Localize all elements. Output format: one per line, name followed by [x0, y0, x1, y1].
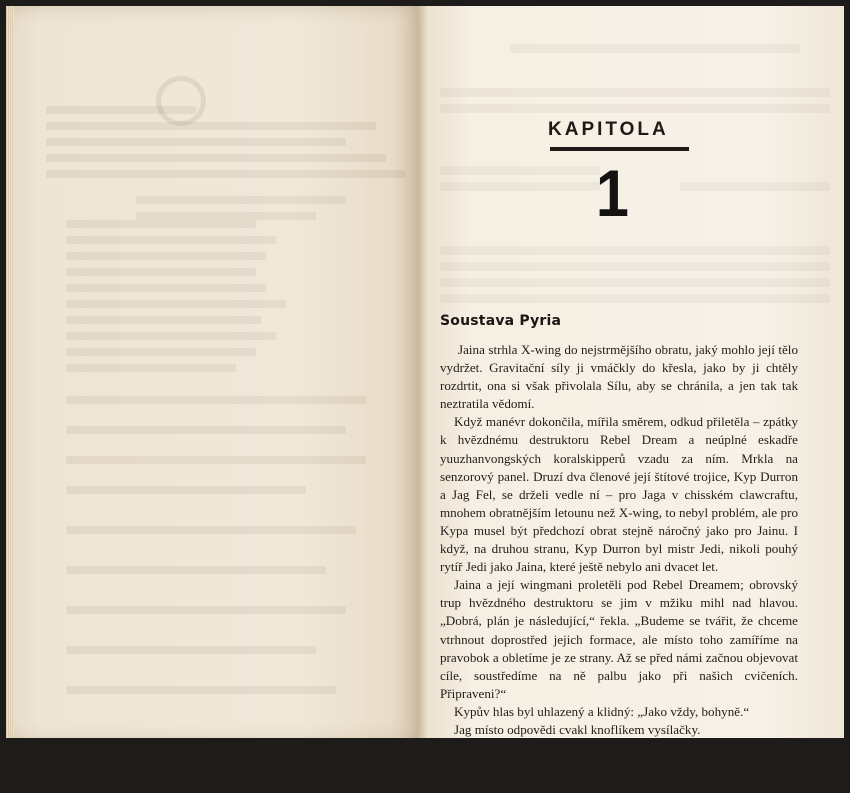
paragraph: Jaina strhla X-wing do nejstrmějšího obratu, jaký mohlo její tělo vydržet. Gravitační síly ji vmáčkly do křesla, jako by ji chtěly rozdrtit, ona si však přivolala Sílu, aby se chránila, a jen tak tak neztratila vědomí. — [440, 342, 798, 412]
bleed-through-line — [66, 332, 276, 340]
paragraph: Jaina a její wingmani proletěli pod Rebel Dreamem; obrovský trup hvězdného destruktoru se jim v mžiku mihl nad hlavou. „Dobrá, plán je následující,“ řekla. „Budeme se tvářit, že chceme vtrhnout doprostřed jejich formace, ale místo toho zamíříme na pravobok a obletíme je ze strany. Až se před námi začnou objevovat cíle, soustředíme na ně palbu jako při našich cvičeních. Připraveni?“ — [440, 577, 798, 701]
paragraph: Jag místo odpovědi cvakl knoflíkem vysílačky. — [454, 721, 701, 737]
chapter-number: 1 — [595, 156, 629, 230]
bleed-through-line — [66, 526, 356, 534]
bleed-through-line — [66, 686, 336, 694]
bleed-through-line — [440, 88, 830, 97]
bleed-through-line — [46, 106, 196, 114]
bleed-through-line — [66, 456, 366, 464]
bleed-through-line — [440, 166, 600, 175]
paragraph: Když se první koralskipper z přilétajícího hejna dostal na dostřel, začal proti nim chrlit proud drobných rudě žhnoucích teček. Každá — [440, 758, 798, 792]
bleed-through-logo — [156, 76, 206, 126]
bleed-through-line — [66, 268, 256, 276]
bleed-through-line — [66, 426, 346, 434]
bleed-through-line — [440, 278, 830, 287]
bleed-through-line — [440, 246, 830, 255]
bleed-through-line — [66, 284, 266, 292]
bleed-through-line — [136, 212, 316, 220]
bleed-through-line — [66, 606, 346, 614]
bleed-through-line — [46, 154, 386, 162]
bleed-through-line — [440, 294, 830, 303]
chapter-rule — [550, 147, 689, 151]
bleed-through-line — [680, 182, 830, 191]
bleed-through-line — [136, 196, 346, 204]
bleed-through-line — [66, 252, 266, 260]
bleed-through-line — [66, 646, 316, 654]
bleed-through-line — [66, 348, 256, 356]
paragraph: Když manévr dokončila, mířila směrem, odkud přiletěla – zpátky k hvězdnému destruktoru Rebel Dream a neúplné eskadře yuuzhanvongských koralskipperů vzadu za ním. Mrkla na senzorový panel. Druzí dva členové její štítové trojice, Kyp Durron a Jag Fel, se drželi vedle ní – pro Jaga v chisském clawcraftu, mnohem obratnějším letounu než X-wing, to nebyl problém, ale pro Kypa musel být předchozí obrat stejně náročný jako pro Jainu. I když, na druhou stranu, Kyp Durron byl mistr Jedi, nikoli pouhý rytíř Jedi jako Jaina, které ještě nebylo ani dvacet let. — [440, 414, 798, 575]
page-edge — [6, 6, 14, 742]
bleed-through-line — [66, 396, 366, 404]
bleed-through-line — [46, 170, 406, 178]
bleed-through-line — [46, 138, 346, 146]
bleed-through-line — [66, 486, 306, 494]
bleed-through-line — [510, 44, 800, 53]
bleed-through-line — [66, 316, 261, 324]
section-heading: Soustava Pyria — [440, 313, 562, 329]
bleed-through-line — [440, 104, 830, 113]
bleed-through-line — [66, 220, 256, 228]
bleed-through-line — [66, 236, 276, 244]
chapter-label: KAPITOLA — [548, 119, 669, 140]
bleed-through-line — [66, 300, 286, 308]
bleed-through-line — [46, 122, 376, 130]
bleed-through-line — [66, 364, 236, 372]
left-page — [6, 6, 424, 742]
scan-background — [0, 738, 850, 749]
bleed-through-line — [440, 182, 600, 191]
bleed-through-line — [66, 566, 326, 574]
paragraph: Kypův hlas byl uhlazený a klidný: „Jako vždy, bohyně.“ — [454, 703, 750, 719]
bleed-through-line — [440, 262, 830, 271]
chapter-body — [440, 341, 798, 793]
